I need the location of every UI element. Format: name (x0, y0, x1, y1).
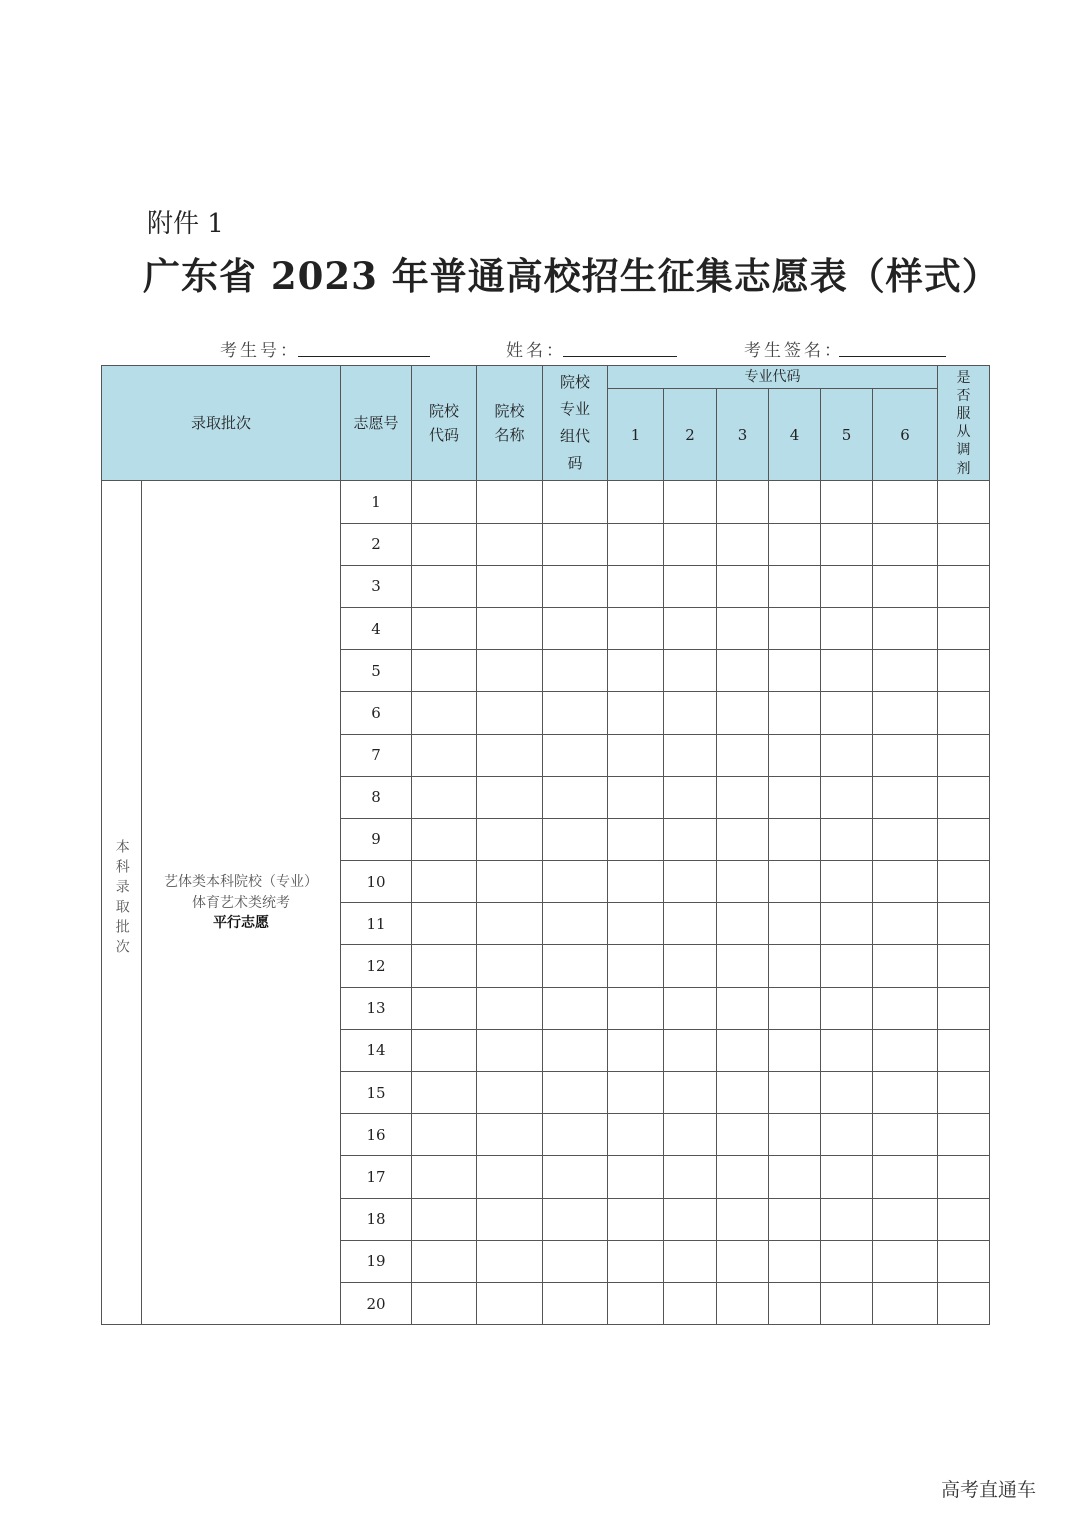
group-code-cell[interactable] (543, 1029, 608, 1071)
major-3-cell[interactable] (717, 692, 769, 734)
major-1-cell[interactable] (608, 1282, 664, 1324)
school-name-cell[interactable] (477, 818, 543, 860)
header-major-5: 5 (821, 389, 873, 481)
school-code-cell[interactable] (412, 861, 477, 903)
major-6-cell[interactable] (873, 818, 938, 860)
table-row (102, 481, 990, 523)
school-name-cell[interactable] (477, 1282, 543, 1324)
adjust-cell[interactable] (938, 818, 990, 860)
header-school-code: 院校代码 (412, 366, 477, 481)
major-3-cell[interactable] (717, 523, 769, 565)
adjust-cell[interactable] (938, 692, 990, 734)
major-1-cell[interactable] (608, 1240, 664, 1282)
name-label: 姓名： (506, 341, 566, 361)
batch-line2: 体育艺术类统考 (192, 894, 290, 911)
major-3-cell[interactable] (717, 734, 769, 776)
major-3-cell[interactable] (717, 987, 769, 1029)
major-3-cell[interactable] (717, 650, 769, 692)
wish-number: 13 (341, 987, 412, 1029)
adjust-cell[interactable] (938, 861, 990, 903)
major-3-cell[interactable] (717, 945, 769, 987)
major-1-cell[interactable] (608, 861, 664, 903)
adjust-cell[interactable] (938, 903, 990, 945)
major-5-cell[interactable] (821, 1029, 873, 1071)
adjust-cell[interactable] (938, 987, 990, 1029)
major-5-cell[interactable] (821, 903, 873, 945)
major-3-cell[interactable] (717, 1072, 769, 1114)
school-name-cell[interactable] (477, 1240, 543, 1282)
header-school-name: 院校名称 (477, 366, 543, 481)
major-2-cell[interactable] (664, 1198, 717, 1240)
major-3-cell[interactable] (717, 776, 769, 818)
group-code-cell[interactable] (543, 861, 608, 903)
major-4-cell[interactable] (769, 692, 821, 734)
school-code-cell[interactable] (412, 481, 477, 523)
wish-number: 10 (341, 861, 412, 903)
adjust-cell[interactable] (938, 1114, 990, 1156)
school-name-cell[interactable] (477, 861, 543, 903)
major-4-cell[interactable] (769, 1282, 821, 1324)
major-2-cell[interactable] (664, 776, 717, 818)
header-batch: 录取批次 (102, 366, 341, 481)
group-code-cell[interactable] (543, 1114, 608, 1156)
major-5-cell[interactable] (821, 1198, 873, 1240)
school-name-cell[interactable] (477, 481, 543, 523)
adjust-cell[interactable] (938, 1282, 990, 1324)
major-3-cell[interactable] (717, 607, 769, 649)
wish-number: 16 (341, 1114, 412, 1156)
school-code-cell[interactable] (412, 1072, 477, 1114)
signature-field[interactable] (839, 356, 946, 357)
major-3-cell[interactable] (717, 1029, 769, 1071)
school-code-cell[interactable] (412, 1198, 477, 1240)
major-1-cell[interactable] (608, 1114, 664, 1156)
major-2-cell[interactable] (664, 734, 717, 776)
major-2-cell[interactable] (664, 861, 717, 903)
adjust-cell[interactable] (938, 1029, 990, 1071)
school-name-cell[interactable] (477, 1072, 543, 1114)
major-2-cell[interactable] (664, 1029, 717, 1071)
school-code-cell[interactable] (412, 945, 477, 987)
major-3-cell[interactable] (717, 1282, 769, 1324)
group-code-cell[interactable] (543, 734, 608, 776)
major-3-cell[interactable] (717, 861, 769, 903)
major-6-cell[interactable] (873, 1156, 938, 1198)
adjust-cell[interactable] (938, 607, 990, 649)
wish-number: 18 (341, 1198, 412, 1240)
major-6-cell[interactable] (873, 776, 938, 818)
major-1-cell[interactable] (608, 1072, 664, 1114)
major-2-cell[interactable] (664, 987, 717, 1029)
school-code-cell[interactable] (412, 692, 477, 734)
major-5-cell[interactable] (821, 987, 873, 1029)
major-1-cell[interactable] (608, 523, 664, 565)
adjust-cell[interactable] (938, 650, 990, 692)
signature-label: 考生签名： (744, 341, 844, 361)
major-2-cell[interactable] (664, 1156, 717, 1198)
major-5-cell[interactable] (821, 1072, 873, 1114)
school-name-cell[interactable] (477, 650, 543, 692)
exam-no-label: 考生号： (220, 341, 300, 361)
adjust-cell[interactable] (938, 1240, 990, 1282)
school-code-cell[interactable] (412, 1029, 477, 1071)
major-6-cell[interactable] (873, 945, 938, 987)
major-4-cell[interactable] (769, 607, 821, 649)
exam-no-field[interactable] (298, 356, 430, 357)
header-wish-no: 志愿号 (341, 366, 412, 481)
adjust-cell[interactable] (938, 945, 990, 987)
wish-number: 17 (341, 1156, 412, 1198)
school-name-cell[interactable] (477, 607, 543, 649)
major-1-cell[interactable] (608, 565, 664, 607)
group-code-cell[interactable] (543, 987, 608, 1029)
major-4-cell[interactable] (769, 987, 821, 1029)
group-code-cell[interactable] (543, 565, 608, 607)
wish-number: 9 (341, 818, 412, 860)
school-name-cell[interactable] (477, 1156, 543, 1198)
group-code-cell[interactable] (543, 692, 608, 734)
adjust-cell[interactable] (938, 481, 990, 523)
major-4-cell[interactable] (769, 861, 821, 903)
wish-number: 5 (341, 650, 412, 692)
major-5-cell[interactable] (821, 523, 873, 565)
header-adjust: 是否服从调剂 (938, 366, 990, 481)
major-1-cell[interactable] (608, 987, 664, 1029)
major-6-cell[interactable] (873, 481, 938, 523)
major-1-cell[interactable] (608, 1198, 664, 1240)
school-code-cell[interactable] (412, 1240, 477, 1282)
school-code-cell[interactable] (412, 987, 477, 1029)
major-6-cell[interactable] (873, 1198, 938, 1240)
major-4-cell[interactable] (769, 1029, 821, 1071)
wish-number: 11 (341, 903, 412, 945)
group-code-cell[interactable] (543, 523, 608, 565)
major-1-cell[interactable] (608, 607, 664, 649)
major-4-cell[interactable] (769, 565, 821, 607)
major-4-cell[interactable] (769, 523, 821, 565)
major-3-cell[interactable] (717, 903, 769, 945)
school-name-cell[interactable] (477, 1029, 543, 1071)
major-4-cell[interactable] (769, 734, 821, 776)
major-3-cell[interactable] (717, 481, 769, 523)
major-2-cell[interactable] (664, 1240, 717, 1282)
major-5-cell[interactable] (821, 776, 873, 818)
header-major-6: 6 (873, 389, 938, 481)
major-5-cell[interactable] (821, 1114, 873, 1156)
group-code-cell[interactable] (543, 903, 608, 945)
major-6-cell[interactable] (873, 692, 938, 734)
major-1-cell[interactable] (608, 734, 664, 776)
major-3-cell[interactable] (717, 818, 769, 860)
major-2-cell[interactable] (664, 1114, 717, 1156)
adjust-cell[interactable] (938, 776, 990, 818)
group-code-cell[interactable] (543, 607, 608, 649)
school-name-cell[interactable] (477, 523, 543, 565)
school-code-cell[interactable] (412, 565, 477, 607)
school-code-cell[interactable] (412, 607, 477, 649)
major-1-cell[interactable] (608, 945, 664, 987)
major-6-cell[interactable] (873, 607, 938, 649)
page-title: 广东省 2023 年普通高校招生征集志愿表（样式） (143, 254, 1000, 298)
wish-number: 1 (341, 481, 412, 523)
major-2-cell[interactable] (664, 650, 717, 692)
name-field[interactable] (563, 356, 677, 357)
major-1-cell[interactable] (608, 650, 664, 692)
header-major-3: 3 (717, 389, 769, 481)
major-4-cell[interactable] (769, 1072, 821, 1114)
major-2-cell[interactable] (664, 1282, 717, 1324)
group-code-cell[interactable] (543, 1198, 608, 1240)
watermark: 高考直通车 (941, 1479, 1037, 1501)
major-4-cell[interactable] (769, 481, 821, 523)
adjust-cell[interactable] (938, 523, 990, 565)
group-code-cell[interactable] (543, 1240, 608, 1282)
school-code-cell[interactable] (412, 1282, 477, 1324)
major-5-cell[interactable] (821, 1282, 873, 1324)
major-5-cell[interactable] (821, 861, 873, 903)
school-code-cell[interactable] (412, 1114, 477, 1156)
group-code-cell[interactable] (543, 1156, 608, 1198)
school-name-cell[interactable] (477, 987, 543, 1029)
major-4-cell[interactable] (769, 1114, 821, 1156)
major-2-cell[interactable] (664, 1072, 717, 1114)
major-5-cell[interactable] (821, 818, 873, 860)
major-3-cell[interactable] (717, 1240, 769, 1282)
header-major-4: 4 (769, 389, 821, 481)
group-code-cell[interactable] (543, 945, 608, 987)
batch-line1: 艺体类本科院校（专业） (164, 874, 318, 891)
school-name-cell[interactable] (477, 903, 543, 945)
batch-description (142, 481, 341, 1325)
major-2-cell[interactable] (664, 903, 717, 945)
major-4-cell[interactable] (769, 1240, 821, 1282)
school-name-cell[interactable] (477, 734, 543, 776)
major-3-cell[interactable] (717, 1114, 769, 1156)
major-5-cell[interactable] (821, 1240, 873, 1282)
major-5-cell[interactable] (821, 692, 873, 734)
major-6-cell[interactable] (873, 1029, 938, 1071)
wish-number: 12 (341, 945, 412, 987)
major-2-cell[interactable] (664, 818, 717, 860)
major-6-cell[interactable] (873, 565, 938, 607)
wish-number: 7 (341, 734, 412, 776)
wish-number: 14 (341, 1029, 412, 1071)
major-4-cell[interactable] (769, 650, 821, 692)
school-name-cell[interactable] (477, 565, 543, 607)
major-2-cell[interactable] (664, 692, 717, 734)
major-3-cell[interactable] (717, 1156, 769, 1198)
school-name-cell[interactable] (477, 776, 543, 818)
major-6-cell[interactable] (873, 1240, 938, 1282)
group-code-cell[interactable] (543, 650, 608, 692)
school-name-cell[interactable] (477, 692, 543, 734)
major-1-cell[interactable] (608, 1029, 664, 1071)
major-5-cell[interactable] (821, 481, 873, 523)
major-6-cell[interactable] (873, 523, 938, 565)
wish-number: 15 (341, 1072, 412, 1114)
major-1-cell[interactable] (608, 692, 664, 734)
major-4-cell[interactable] (769, 1156, 821, 1198)
major-5-cell[interactable] (821, 650, 873, 692)
major-4-cell[interactable] (769, 903, 821, 945)
major-2-cell[interactable] (664, 607, 717, 649)
header-major-1: 1 (608, 389, 664, 481)
attachment-label: 附件 1 (147, 209, 224, 239)
adjust-cell[interactable] (938, 734, 990, 776)
major-1-cell[interactable] (608, 481, 664, 523)
school-name-cell[interactable] (477, 945, 543, 987)
major-6-cell[interactable] (873, 1282, 938, 1324)
major-6-cell[interactable] (873, 861, 938, 903)
major-1-cell[interactable] (608, 903, 664, 945)
major-3-cell[interactable] (717, 565, 769, 607)
major-1-cell[interactable] (608, 1156, 664, 1198)
school-name-cell[interactable] (477, 1114, 543, 1156)
adjust-cell[interactable] (938, 1072, 990, 1114)
wish-number: 3 (341, 565, 412, 607)
major-4-cell[interactable] (769, 776, 821, 818)
header-major-code: 专业代码 (608, 366, 938, 389)
adjust-cell[interactable] (938, 565, 990, 607)
major-2-cell[interactable] (664, 481, 717, 523)
major-6-cell[interactable] (873, 734, 938, 776)
header-group-code: 院校专业组代码 (543, 366, 608, 481)
major-5-cell[interactable] (821, 734, 873, 776)
group-code-cell[interactable] (543, 818, 608, 860)
major-5-cell[interactable] (821, 1156, 873, 1198)
adjust-cell[interactable] (938, 1156, 990, 1198)
group-code-cell[interactable] (543, 1072, 608, 1114)
batch-line3: 平行志愿 (213, 914, 269, 931)
major-4-cell[interactable] (769, 818, 821, 860)
major-5-cell[interactable] (821, 607, 873, 649)
major-6-cell[interactable] (873, 903, 938, 945)
group-code-cell[interactable] (543, 1282, 608, 1324)
major-5-cell[interactable] (821, 945, 873, 987)
school-code-cell[interactable] (412, 523, 477, 565)
wish-number: 6 (341, 692, 412, 734)
school-code-cell[interactable] (412, 903, 477, 945)
school-name-cell[interactable] (477, 1198, 543, 1240)
wish-number: 20 (341, 1282, 412, 1324)
major-2-cell[interactable] (664, 523, 717, 565)
wish-table (101, 365, 990, 1325)
major-3-cell[interactable] (717, 1198, 769, 1240)
school-code-cell[interactable] (412, 650, 477, 692)
batch-level (102, 481, 142, 1325)
major-1-cell[interactable] (608, 776, 664, 818)
wish-number: 2 (341, 523, 412, 565)
group-code-cell[interactable] (543, 481, 608, 523)
major-6-cell[interactable] (873, 1072, 938, 1114)
major-4-cell[interactable] (769, 945, 821, 987)
wish-number: 4 (341, 607, 412, 649)
group-code-cell[interactable] (543, 776, 608, 818)
major-2-cell[interactable] (664, 945, 717, 987)
school-code-cell[interactable] (412, 818, 477, 860)
major-2-cell[interactable] (664, 565, 717, 607)
header-major-2: 2 (664, 389, 717, 481)
major-6-cell[interactable] (873, 650, 938, 692)
major-6-cell[interactable] (873, 1114, 938, 1156)
school-code-cell[interactable] (412, 776, 477, 818)
adjust-cell[interactable] (938, 1198, 990, 1240)
major-4-cell[interactable] (769, 1198, 821, 1240)
batch-level-text: 本科录取批次 (113, 839, 130, 960)
wish-number: 19 (341, 1240, 412, 1282)
major-6-cell[interactable] (873, 987, 938, 1029)
school-code-cell[interactable] (412, 734, 477, 776)
school-code-cell[interactable] (412, 1156, 477, 1198)
major-5-cell[interactable] (821, 565, 873, 607)
wish-number: 8 (341, 776, 412, 818)
major-1-cell[interactable] (608, 818, 664, 860)
